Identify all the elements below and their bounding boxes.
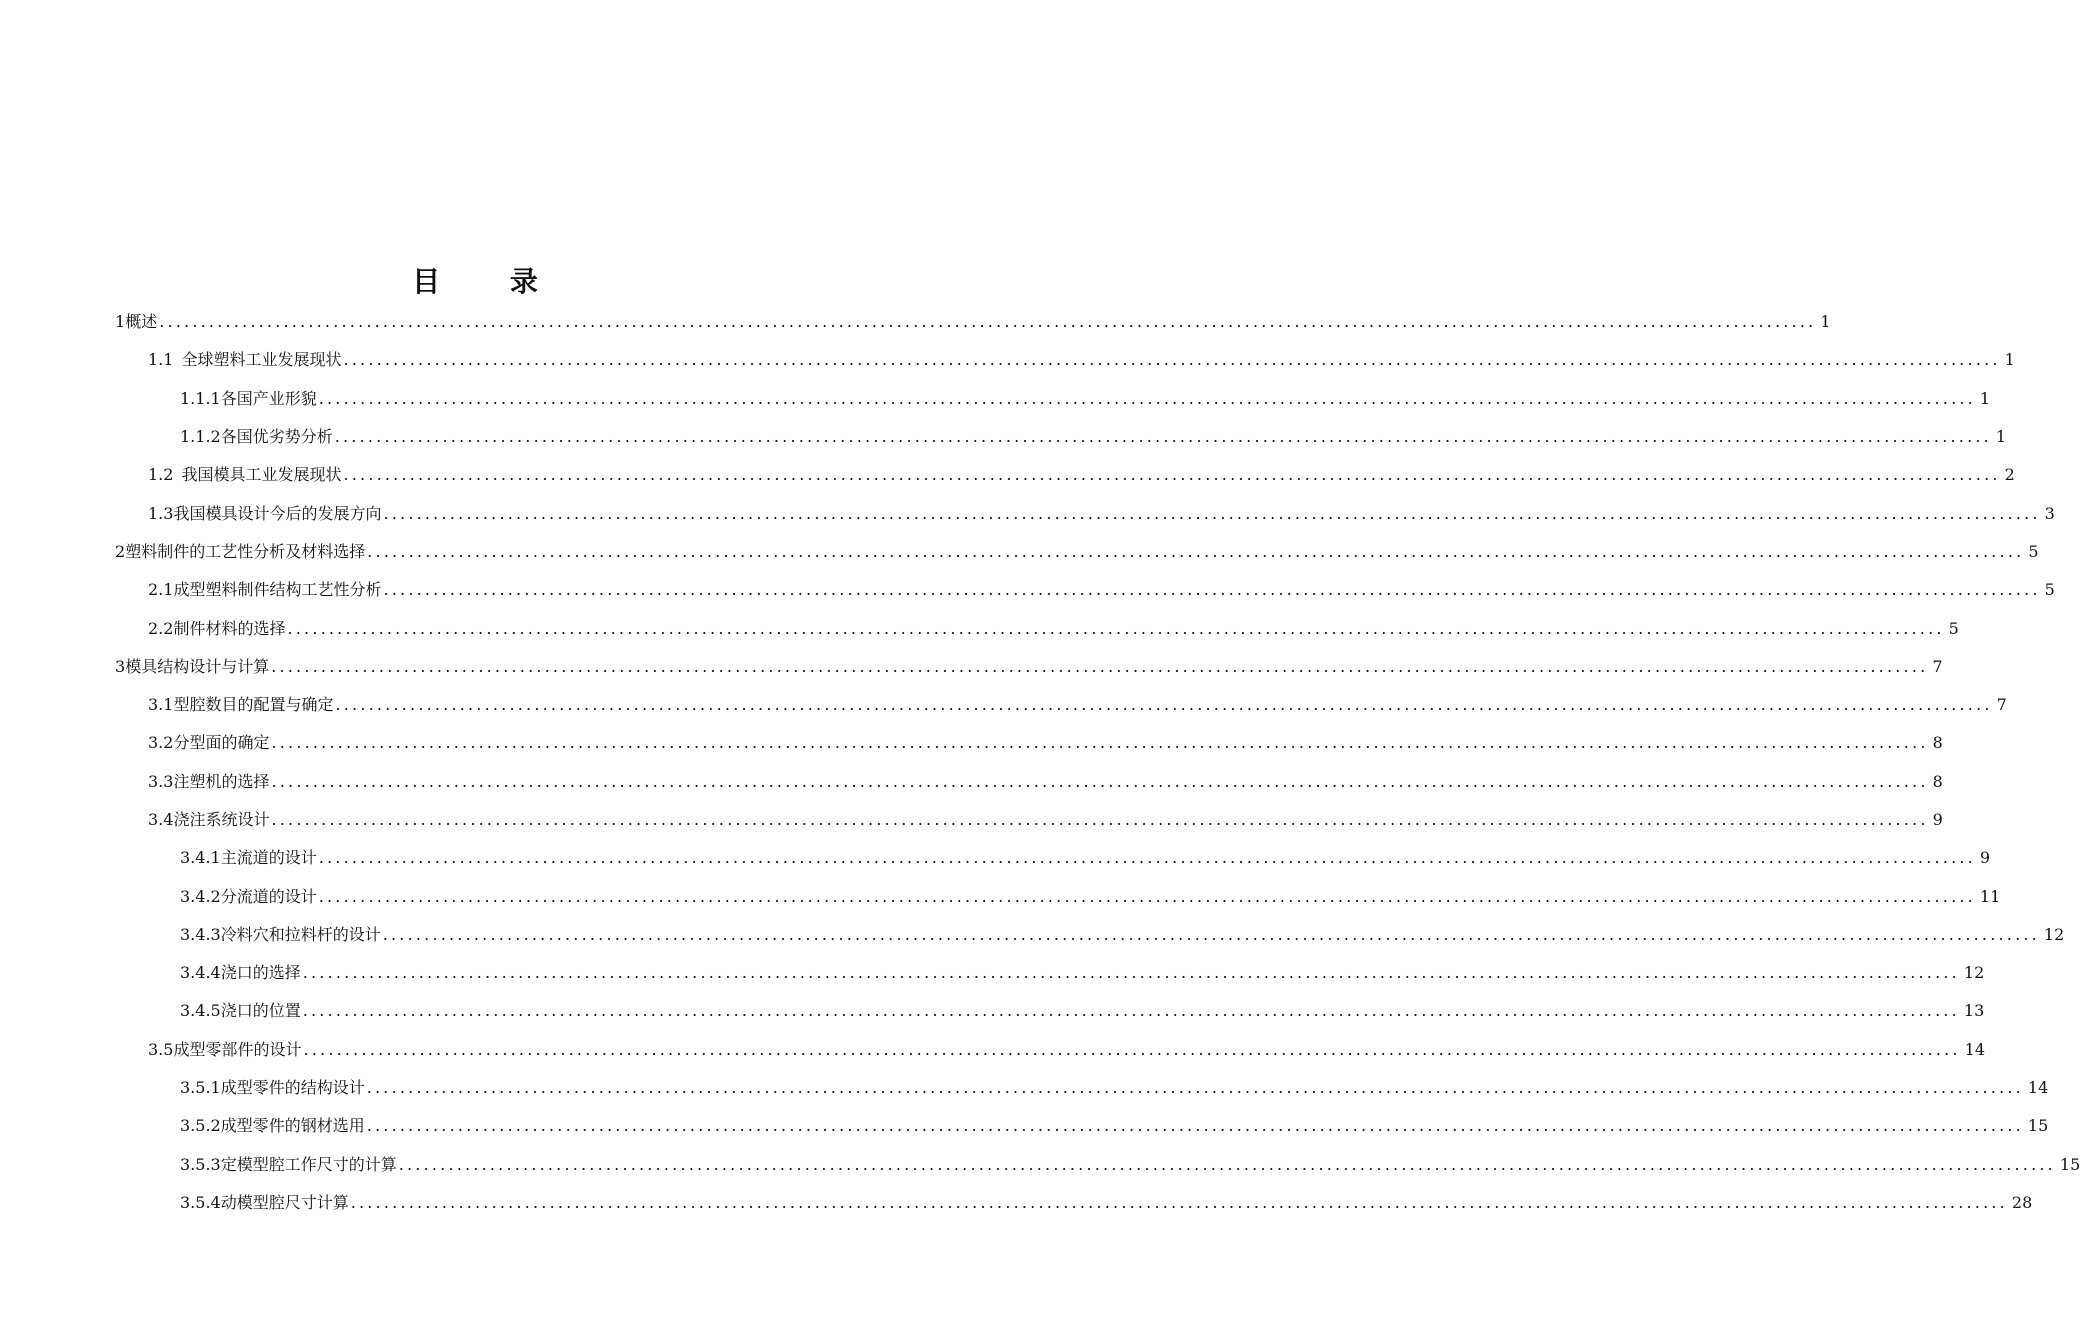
toc-entry-number: 3.1 bbox=[148, 695, 174, 715]
toc-dot-leader: ........................................................................................................................................................................................................ bbox=[366, 1078, 2024, 1098]
toc-entry[interactable] bbox=[0, 1107, 2049, 1145]
toc-entry-title: 我国模具工业发展现状 bbox=[181, 465, 342, 485]
toc-dot-leader: ........................................................................................................................................................................................................ bbox=[350, 1192, 2008, 1212]
toc-entry-page-number: 8 bbox=[1932, 771, 1943, 791]
toc-entry-title: 成型零部件的设计 bbox=[173, 1039, 302, 1059]
toc-entry[interactable] bbox=[0, 1069, 2049, 1107]
toc-entry-number: 1 bbox=[115, 312, 126, 332]
toc-entry-title: 注塑机的选择 bbox=[173, 771, 270, 791]
toc-entry-title: 模具结构设计与计算 bbox=[125, 656, 270, 676]
toc-entry-number: 3.5.2 bbox=[180, 1116, 221, 1136]
toc-entry-number: 1.1.2 bbox=[180, 427, 221, 447]
toc-entry-title: 分流道的设计 bbox=[220, 886, 317, 906]
toc-entry-title: 分型面的确定 bbox=[173, 733, 270, 753]
toc-entry-title: 浇口的位置 bbox=[220, 1001, 301, 1021]
toc-entry-title: 冷料穴和拉料杆的设计 bbox=[220, 924, 381, 944]
toc-entry-title: 各国优劣势分析 bbox=[220, 427, 333, 447]
page-title: 目 录 bbox=[412, 265, 568, 298]
toc-entry[interactable] bbox=[0, 686, 2007, 724]
toc-dot-leader: ........................................................................................................................................................................................................ bbox=[366, 1116, 2024, 1136]
toc-entry-number: 3.5.1 bbox=[180, 1078, 221, 1098]
toc-entry-page-number: 7 bbox=[1996, 695, 2007, 715]
toc-dot-leader: ........................................................................................................................................................................................................ bbox=[271, 810, 1929, 829]
toc-dot-leader: ........................................................................................................................................................................................................ bbox=[287, 618, 1945, 638]
toc-entry[interactable] bbox=[0, 801, 1943, 839]
toc-entry[interactable] bbox=[0, 954, 1985, 992]
toc-entry-page-number: 12 bbox=[1963, 963, 1985, 983]
toc-entry[interactable] bbox=[0, 916, 2065, 954]
toc-entry[interactable] bbox=[0, 341, 2015, 379]
toc-entry[interactable] bbox=[0, 571, 2055, 609]
toc-entry-page-number: 7 bbox=[1932, 656, 1943, 676]
toc-entry-number: 1.1.1 bbox=[180, 388, 221, 408]
toc-entry[interactable] bbox=[0, 456, 2015, 494]
toc-entry-title: 我国模具设计今后的发展方向 bbox=[173, 503, 382, 523]
toc-entry-title: 定模型腔工作尺寸的计算 bbox=[220, 1154, 397, 1174]
toc-dot-leader: ........................................................................................................................................................................................................ bbox=[271, 733, 1929, 753]
toc-dot-leader: ........................................................................................................................................................................................................ bbox=[303, 1039, 1961, 1059]
toc-entry[interactable] bbox=[0, 1146, 2080, 1184]
toc-dot-leader: ........................................................................................................................................................................................................ bbox=[334, 427, 1992, 447]
toc-entry-number: 3.4.4 bbox=[180, 963, 221, 983]
toc-entry-page-number: 5 bbox=[2028, 541, 2039, 561]
toc-entry-title: 全球塑料工业发展现状 bbox=[181, 350, 342, 370]
toc-entry-page-number: 14 bbox=[2027, 1078, 2049, 1098]
toc-dot-leader: ........................................................................................................................................................................................................ bbox=[343, 465, 2001, 485]
toc-dot-leader: ........................................................................................................................................................................................................ bbox=[302, 1001, 1960, 1021]
table-of-contents bbox=[0, 303, 2080, 1222]
toc-dot-leader: ........................................................................................................................................................................................................ bbox=[318, 388, 1976, 408]
toc-entry-title: 制件材料的选择 bbox=[173, 618, 286, 638]
toc-entry-number: 3.5.4 bbox=[180, 1192, 221, 1212]
toc-dot-leader: ........................................................................................................................................................................................................ bbox=[271, 771, 1929, 791]
toc-entry-page-number: 15 bbox=[2059, 1154, 2080, 1174]
toc-entry[interactable] bbox=[0, 877, 2001, 915]
toc-entry-number: 1.3 bbox=[148, 503, 174, 523]
toc-entry[interactable] bbox=[0, 763, 1943, 801]
toc-entry-number: 3.4.3 bbox=[180, 924, 221, 944]
toc-entry-number: 3.2 bbox=[148, 733, 174, 753]
toc-entry-number: 3 bbox=[115, 656, 126, 676]
toc-entry-page-number: 5 bbox=[1948, 618, 1959, 638]
toc-entry-number: 3.4.1 bbox=[180, 848, 221, 868]
toc-entry-page-number: 1 bbox=[1820, 312, 1831, 332]
toc-entry-page-number: 28 bbox=[2011, 1192, 2033, 1212]
toc-entry-page-number: 9 bbox=[1932, 810, 1943, 829]
toc-entry-page-number: 5 bbox=[2044, 580, 2055, 600]
toc-dot-leader: ........................................................................................................................................................................................................ bbox=[383, 580, 2041, 600]
toc-entry[interactable] bbox=[0, 380, 1991, 418]
toc-entry-title: 各国产业形貌 bbox=[220, 388, 317, 408]
toc-entry-page-number: 9 bbox=[1979, 848, 1991, 868]
toc-entry-title: 动模型腔尺寸计算 bbox=[220, 1192, 349, 1212]
toc-entry-page-number: 2 bbox=[2004, 465, 2015, 485]
toc-entry[interactable] bbox=[0, 648, 1943, 686]
toc-dot-leader: ........................................................................................................................................................................................................ bbox=[271, 656, 1929, 676]
toc-entry-title: 塑料制件的工艺性分析及材料选择 bbox=[125, 541, 366, 561]
toc-entry[interactable] bbox=[0, 494, 2055, 532]
toc-entry-page-number: 1 bbox=[1979, 388, 1991, 408]
toc-dot-leader: ........................................................................................................................................................................................................ bbox=[398, 1154, 2056, 1174]
toc-entry-title: 浇注系统设计 bbox=[173, 810, 270, 829]
toc-entry-page-number: 12 bbox=[2043, 924, 2065, 944]
toc-entry-number: 2 bbox=[115, 541, 126, 561]
toc-entry-page-number: 15 bbox=[2027, 1116, 2049, 1136]
toc-entry[interactable] bbox=[0, 1031, 1986, 1069]
toc-dot-leader: ........................................................................................................................................................................................................ bbox=[367, 541, 2025, 561]
toc-entry[interactable] bbox=[0, 533, 2039, 571]
toc-entry-page-number: 1 bbox=[2004, 350, 2015, 370]
toc-entry[interactable] bbox=[0, 303, 1831, 341]
toc-entry-number: 3.3 bbox=[148, 771, 174, 791]
toc-dot-leader: ........................................................................................................................................................................................................ bbox=[343, 350, 2001, 370]
toc-entry-number: 3.4.2 bbox=[180, 886, 221, 906]
toc-entry[interactable] bbox=[0, 839, 1991, 877]
toc-entry[interactable] bbox=[0, 992, 1985, 1030]
toc-entry-number: 3.5.3 bbox=[180, 1154, 221, 1174]
toc-dot-leader: ........................................................................................................................................................................................................ bbox=[383, 503, 2041, 523]
toc-entry-page-number: 8 bbox=[1932, 733, 1943, 753]
toc-dot-leader: ........................................................................................................................................................................................................ bbox=[382, 924, 2040, 944]
toc-entry-title: 成型零件的结构设计 bbox=[220, 1078, 365, 1098]
toc-entry-title: 成型零件的钢材选用 bbox=[220, 1116, 365, 1136]
toc-entry-title: 概述 bbox=[125, 312, 158, 332]
toc-entry-number: 1.2 bbox=[148, 465, 174, 485]
toc-dot-leader: ........................................................................................................................................................................................................ bbox=[318, 848, 1976, 868]
toc-entry-page-number: 11 bbox=[1979, 886, 2001, 906]
toc-entry-title: 浇口的选择 bbox=[220, 963, 301, 983]
toc-entry-page-number: 13 bbox=[1963, 1001, 1985, 1021]
toc-dot-leader: ........................................................................................................................................................................................................ bbox=[335, 695, 1993, 715]
toc-entry[interactable] bbox=[0, 724, 1943, 762]
toc-entry[interactable] bbox=[0, 418, 2007, 456]
toc-dot-leader: ........................................................................................................................................................................................................ bbox=[302, 963, 1960, 983]
toc-entry[interactable] bbox=[0, 1184, 2033, 1222]
toc-entry-title: 型腔数目的配置与确定 bbox=[173, 695, 334, 715]
toc-entry-number: 2.2 bbox=[148, 618, 174, 638]
toc-entry-number: 2.1 bbox=[148, 580, 174, 600]
toc-dot-leader: ........................................................................................................................................................................................................ bbox=[159, 312, 1817, 332]
toc-entry-title: 主流道的设计 bbox=[220, 848, 317, 868]
toc-entry-number: 3.4.5 bbox=[180, 1001, 221, 1021]
toc-entry-page-number: 1 bbox=[1995, 427, 2007, 447]
toc-entry-page-number: 14 bbox=[1964, 1039, 1986, 1059]
toc-entry[interactable] bbox=[0, 609, 1959, 647]
toc-entry-number: 3.5 bbox=[148, 1039, 174, 1059]
toc-entry-page-number: 3 bbox=[2044, 503, 2055, 523]
toc-entry-number: 1.1 bbox=[148, 350, 174, 370]
toc-entry-number: 3.4 bbox=[148, 810, 174, 829]
toc-entry-title: 成型塑料制件结构工艺性分析 bbox=[173, 580, 382, 600]
toc-dot-leader: ........................................................................................................................................................................................................ bbox=[318, 886, 1976, 906]
